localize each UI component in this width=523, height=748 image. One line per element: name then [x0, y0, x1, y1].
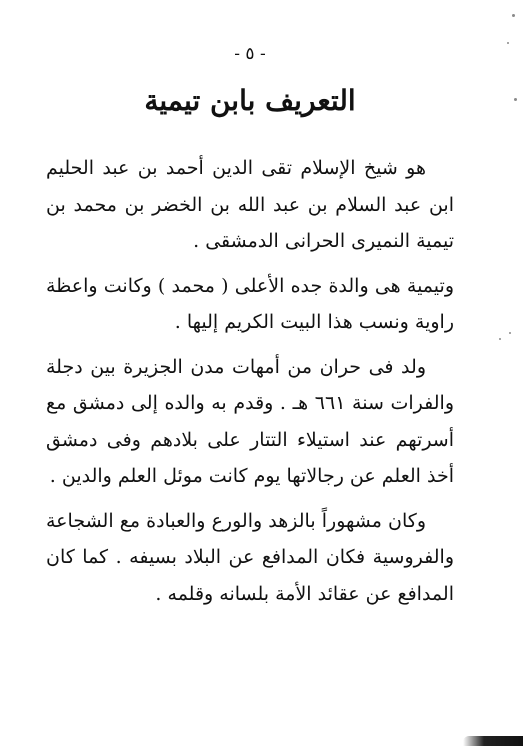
scan-edge-mark [463, 736, 523, 746]
scan-speck [512, 14, 515, 17]
page-title: التعريف بابن تيمية [144, 84, 356, 117]
text-line: وكان مشهوراً بالزهد والورع والعبادة مع الشجاعة [46, 509, 426, 532]
paragraph-lineage [46, 150, 454, 260]
scan-speck [514, 98, 517, 101]
scan-speck [509, 332, 511, 334]
paragraph-birth [46, 349, 454, 495]
paragraph-name-origin [46, 268, 454, 341]
text-line: العلم عن رجالاتها يوم كانت موئل العلم والدين . [49, 465, 421, 487]
paragraph-character [46, 503, 454, 613]
body-text [46, 150, 454, 620]
text-line: ولد فى حران من أمهات مدن الجزيرة بين دجلة [46, 355, 426, 378]
scan-speck [507, 42, 509, 44]
scan-speck [499, 338, 501, 340]
page-number: - ٥ - [234, 44, 266, 64]
text-line: المدافع عن عقائد الأمة بلسانه وقلمه . [155, 582, 454, 605]
text-line: النميرى الحرانى الدمشقى . [193, 230, 411, 252]
text-line: أسرتهم عند استيلاء التتار على بلادهم وفى دمشق أخذ [46, 428, 454, 487]
text-line: والفرات سنة ٦٦١ هـ . وقدم به والده إلى دمشق مع [46, 392, 454, 414]
text-line: راوية ونسب هذا البيت الكريم إليها . [174, 311, 454, 333]
text-line: ابن عبد السلام بن عبد الله بن الخضر بن محمد بن تيمية [46, 193, 454, 252]
text-line: هو شيخ الإسلام تقى الدين أحمد بن عبد الحليم [46, 157, 426, 179]
text-line: والفروسية فكان المدافع عن البلاد بسيفه . كما كان [46, 546, 454, 568]
text-line: وتيمية هى والدة جده الأعلى ( محمد ) وكانت واعظة [46, 274, 454, 297]
